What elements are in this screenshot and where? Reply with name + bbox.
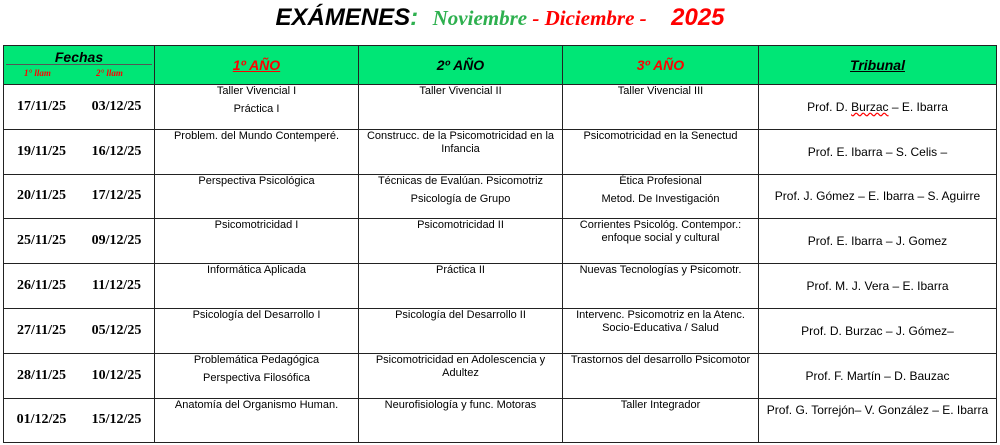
dates-cell [4,85,155,130]
subject-name: Técnicas de Evalúan. Psicomotriz [377,174,544,187]
subject-cell-year-1 [155,174,359,219]
header-llam-1: 1° llam [24,68,51,78]
tribunal-text: Prof. E. Ibarra – J. Gomez [807,234,948,249]
page-title [0,4,1000,38]
tribunal-cell [759,398,997,443]
tribunal-text-b: Burzac [851,99,889,114]
title-examenes: EXÁMENES [275,4,411,31]
subject-cell-year-2 [359,398,563,443]
subject-name: Informática Aplicada [206,264,307,277]
tribunal-text: Prof. F. Martín – D. Bauzac [805,368,950,383]
date-second-call: 09/12/25 [91,233,142,249]
header-tribunal [759,46,997,85]
subject-cell-year-2 [359,129,563,174]
subject-cell-year-1 [155,353,359,398]
subject-name: Ética Profesional [619,174,702,187]
title-noviembre: Noviembre [432,6,528,30]
table-row [4,398,997,443]
date-second-call: 10/12/25 [91,367,142,383]
dates-cell [4,353,155,398]
date-second-call: 05/12/25 [91,322,142,338]
table-row [4,219,997,264]
date-first-call: 25/11/25 [16,233,66,249]
subject-name: Taller Integrador [620,398,701,411]
subject-name: Taller Vivencial III [617,85,704,97]
header-llam-2: 2° llam [96,68,123,78]
subject-name: Trastornos del desarrollo Psicomotor [570,353,751,366]
table-row [4,308,997,353]
subject-name: Taller Vivencial II [419,85,502,97]
header-year-3 [563,46,759,85]
subject-cell-year-3 [563,129,759,174]
dates-cell [4,129,155,174]
tribunal-cell [759,264,997,309]
fechas-divider [6,64,152,65]
header-year-1 [155,46,359,85]
subject-cell-year-2 [359,85,563,130]
subject-cell-year-1 [155,85,359,130]
date-first-call: 17/11/25 [16,98,66,114]
subject-cell-year-1 [155,308,359,353]
table-row [4,174,997,219]
title-diciembre: Diciembre [544,6,635,30]
date-first-call: 19/11/25 [16,143,66,159]
tribunal-cell [759,129,997,174]
subject-cell-year-3 [563,174,759,219]
dates-cell [4,308,155,353]
header-fechas [4,46,155,85]
subject-name: Problemática Pedagógica [193,353,320,366]
table-row [4,264,997,309]
title-colon: : [410,4,419,31]
title-dash-1: - [527,6,545,30]
subject-cell-year-1 [155,219,359,264]
subject-name: Anatomía del Organismo Human. [174,398,339,411]
subject-cell-year-3 [563,398,759,443]
table-row [4,85,997,130]
header-year-2-label: 2º AÑO [436,57,485,73]
subject-name: Corrientes Psicológ. Contempor.: enfoque social y cultural [579,219,742,245]
subject-cell-year-2 [359,353,563,398]
table-row [4,129,997,174]
subject-cell-year-3 [563,308,759,353]
subject-cell-year-2 [359,174,563,219]
table-header-row [4,46,997,85]
tribunal-text-c: – E. Ibarra [888,99,948,114]
date-second-call: 03/12/25 [91,98,142,114]
tribunal-text: Prof. D. Burzac – J. Gómez– [801,323,954,338]
subject-name: Perspectiva Psicológica [198,174,315,187]
title-year: 2025 [671,4,725,31]
subject-cell-year-2 [359,308,563,353]
subject-name: Práctica I [233,103,280,115]
date-second-call: 11/12/25 [91,278,141,294]
subject-name: Práctica II [436,264,485,277]
title-dash-2: - [634,6,647,30]
date-first-call: 20/11/25 [16,188,66,204]
subject-name: Psicología del Desarrollo I [192,308,321,321]
subject-cell-year-3 [563,219,759,264]
subject-name: Perspectiva Filosófica [203,371,310,384]
tribunal-text: Prof. M. J. Vera – E. Ibarra [806,279,949,294]
tribunal-cell [759,174,997,219]
header-year-3-label: 3º AÑO [636,57,685,73]
subject-name: Psicomotricidad en Adolescencia y Adultez [375,353,546,379]
tribunal-text-a: Prof. D. [807,99,852,114]
subject-name: Neurofisiología y func. Motoras [384,398,537,411]
date-second-call: 16/12/25 [91,143,142,159]
exam-schedule-table [3,45,997,443]
header-year-2 [359,46,563,85]
header-tribunal-label: Tribunal [850,57,905,73]
subject-name: Psicomotricidad I [214,219,299,232]
dates-cell [4,219,155,264]
subject-name: Intervenc. Psicomotriz en la Atenc. Socio-Educativa / Salud [576,308,745,334]
tribunal-text: Prof. G. Torrejón– V. González – E. Ibarra [766,402,989,417]
date-first-call: 01/12/25 [16,412,67,428]
subject-cell-year-3 [563,353,759,398]
header-year-1-label: 1º AÑO [232,57,281,73]
dates-cell [4,174,155,219]
subject-name: Nuevas Tecnologías y Psicomotr. [579,264,742,277]
subject-cell-year-3 [563,85,759,130]
subject-name: Psicología del Desarrollo II [395,308,526,321]
subject-cell-year-1 [155,398,359,443]
subject-name: Construcc. de la Psicomotricidad en la Infancia [366,129,555,155]
subject-name: Metod. De Investigación [601,192,720,205]
date-first-call: 26/11/25 [16,278,66,294]
date-second-call: 17/12/25 [91,188,142,204]
subject-cell-year-2 [359,219,563,264]
header-fechas-label: Fechas [54,49,104,65]
tribunal-text: Prof. E. Ibarra – S. Celis – [807,144,948,159]
tribunal-text: Prof. J. Gómez – E. Ibarra – S. Aguirre [774,189,981,204]
subject-cell-year-1 [155,264,359,309]
subject-name: Taller Vivencial I [216,85,297,97]
tribunal-cell [759,85,997,130]
tribunal-cell [759,353,997,398]
tribunal-cell [759,219,997,264]
subject-name: Psicomotricidad en la Senectud [583,129,738,142]
subject-name: Psicomotricidad II [417,219,504,232]
subject-cell-year-1 [155,129,359,174]
subject-name: Problem. del Mundo Contemperé. [173,129,340,142]
dates-cell [4,264,155,309]
date-first-call: 28/11/25 [16,367,66,383]
date-first-call: 27/11/25 [16,322,66,338]
subject-cell-year-3 [563,264,759,309]
subject-name: Psicología de Grupo [410,192,511,205]
tribunal-cell [759,308,997,353]
table-row [4,353,997,398]
date-second-call: 15/12/25 [91,412,142,428]
subject-cell-year-2 [359,264,563,309]
dates-cell [4,398,155,443]
